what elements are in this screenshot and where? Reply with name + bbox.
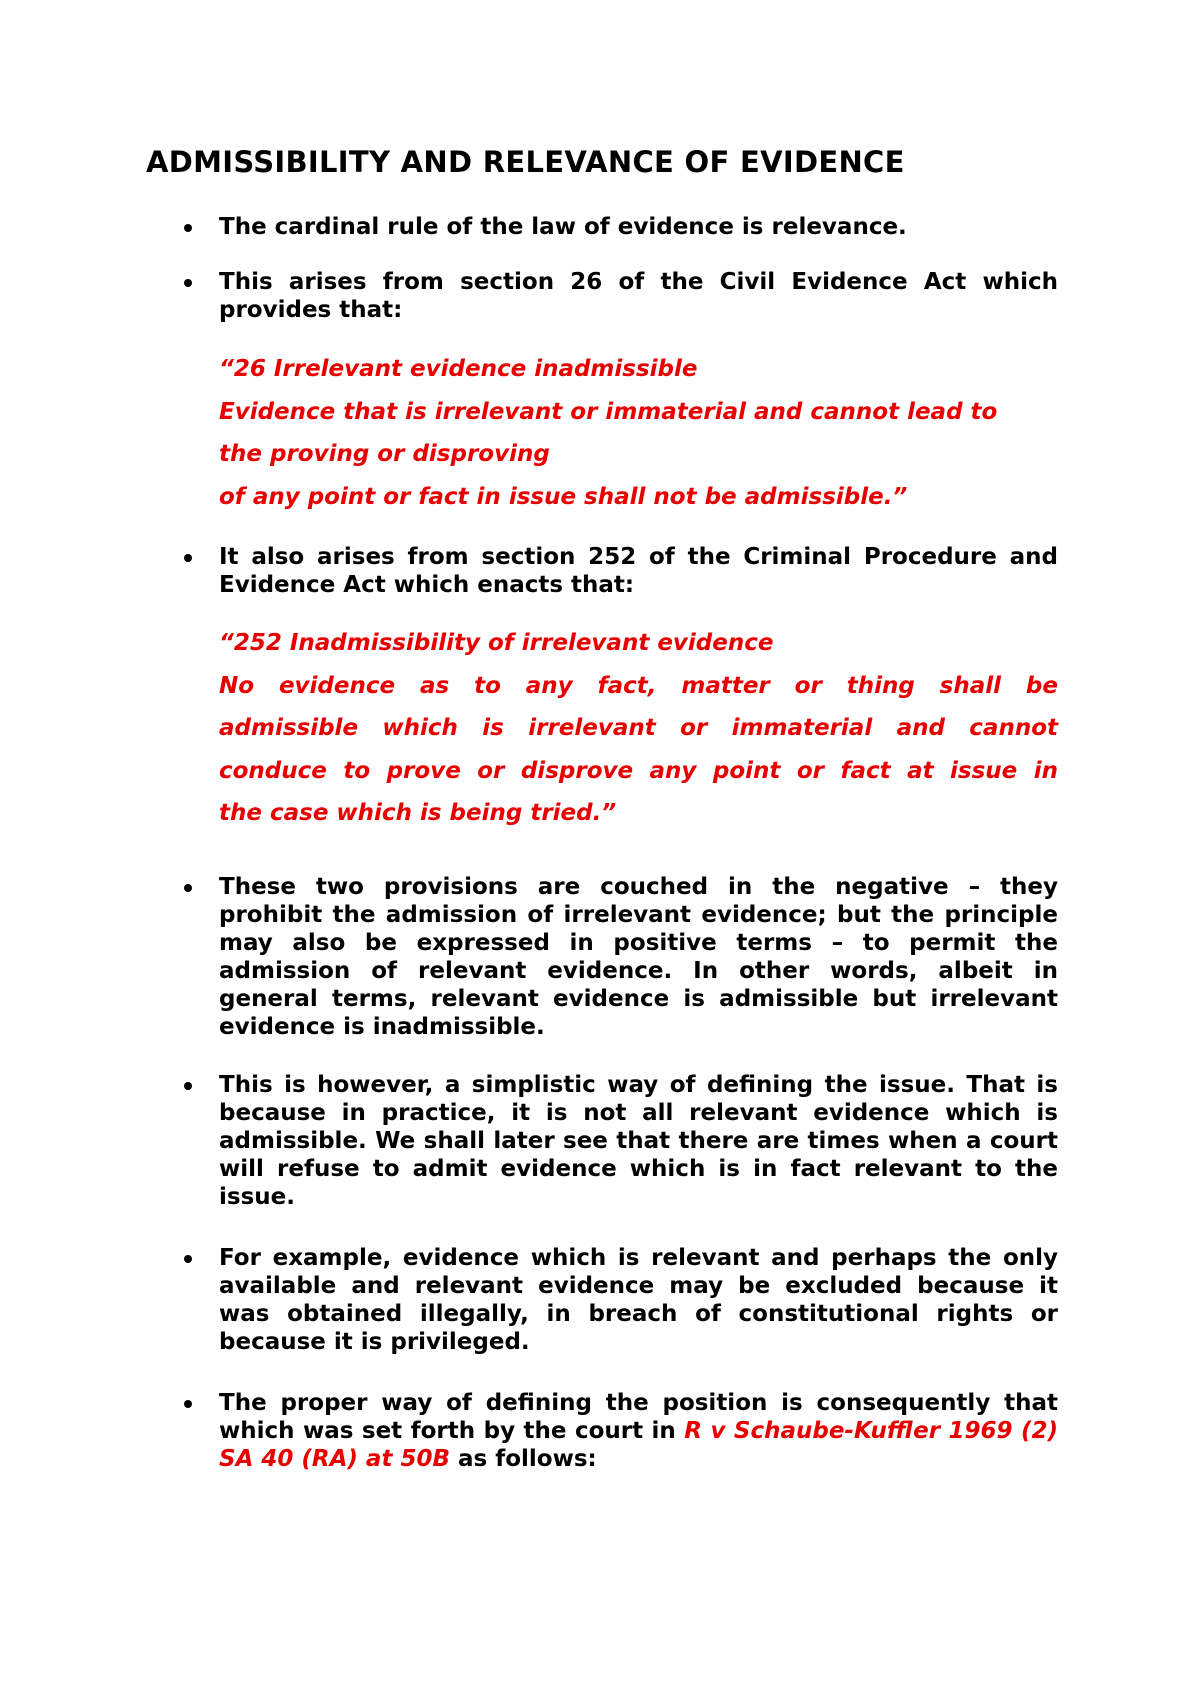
- page-title: ADMISSIBILITY AND RELEVANCE OF EVIDENCE: [146, 145, 905, 179]
- quote-line: admissible which is irrelevant or immaterial and cannot: [219, 715, 1058, 741]
- list-item: [146, 1071, 1058, 1211]
- list-item: [146, 1244, 1058, 1356]
- bullet-icon: [184, 279, 192, 287]
- paragraph: [219, 1389, 1058, 1473]
- bullet-icon: [184, 224, 192, 232]
- quote-line: No evidence as to any fact, matter or thing shall be: [219, 672, 1058, 699]
- paragraph-text: The proper way of defining the position is consequently that which was set forth by the court in: [219, 1390, 1058, 1444]
- case-citation: R v Schaube-Kuffler 1969 (2) SA 40 (RA) at 50B: [219, 1418, 1059, 1472]
- list-item: [146, 268, 1058, 324]
- list-item: [146, 213, 1058, 241]
- quote-line: the case which is being tried.”: [219, 800, 617, 826]
- quote-line: of any point or fact in issue shall not be admissible.”: [219, 483, 908, 510]
- paragraph: It also arises from section 252 of the Criminal Procedure and Evidence Act which enacts that:: [219, 544, 1058, 598]
- paragraph: The cardinal rule of the law of evidence is relevance.: [219, 214, 907, 240]
- paragraph-text: as follows:: [450, 1446, 597, 1472]
- bullet-icon: [184, 1255, 192, 1263]
- quote-line: conduce to prove or disprove any point or fact at issue in: [219, 757, 1058, 784]
- quote-line: the proving or disproving: [219, 441, 550, 467]
- quote-line: “252 Inadmissibility of irrelevant evidence: [219, 630, 774, 656]
- paragraph: This is however, a simplistic way of defining the issue. That is because in practice, it is not all relevant evidence which is admissible. We shall later see that there are times when a court will refuse to admit evidence which is in fact relevant to the issue.: [219, 1072, 1058, 1210]
- quote-line: “26 Irrelevant evidence inadmissible: [219, 356, 698, 382]
- list-item: [146, 543, 1058, 599]
- bullet-icon: [184, 1400, 192, 1408]
- paragraph: These two provisions are couched in the negative – they prohibit the admission of irrelevant evidence; but the principle may also be expressed in positive terms – to permit the admission of relevant evidence. In other words, albeit in general terms, relevant evidence is admissible but irrelevant evidence is inadmissible.: [219, 874, 1058, 1040]
- paragraph: This arises from section 26 of the Civil Evidence Act which provides that:: [219, 269, 1058, 323]
- quoted-section-26: [219, 348, 1058, 518]
- list-item: [146, 873, 1058, 1041]
- quote-line: Evidence that is irrelevant or immaterial and cannot lead to: [219, 398, 998, 425]
- list-item: [146, 1389, 1058, 1473]
- bullet-icon: [184, 1082, 192, 1090]
- quoted-section-252: [219, 622, 1058, 835]
- bullet-icon: [184, 554, 192, 562]
- bullet-icon: [184, 884, 192, 892]
- paragraph: For example, evidence which is relevant and perhaps the only available and relevant evidence may be excluded because it was obtained illegally, in breach of constitutional rights or because it is privileged.: [219, 1245, 1058, 1355]
